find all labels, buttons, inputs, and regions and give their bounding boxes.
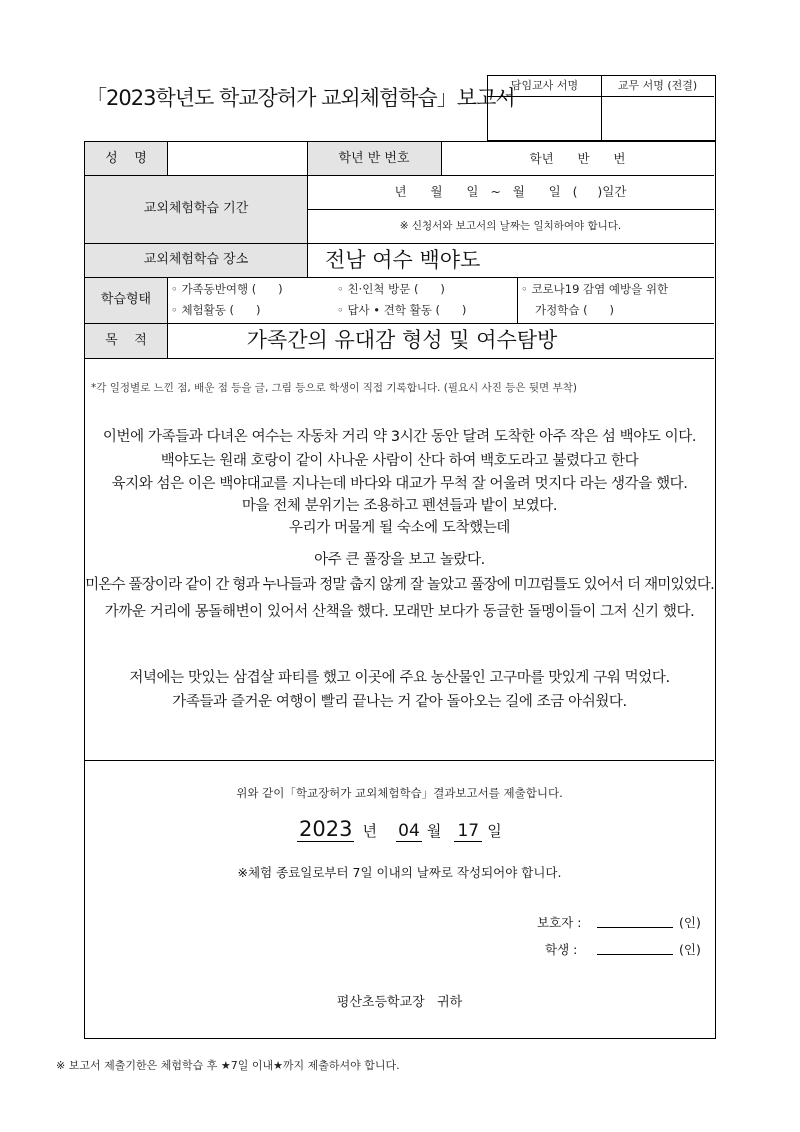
student-label: 학생 : (545, 942, 578, 957)
grade-field[interactable]: 학년 반 번 (529, 151, 626, 166)
recipient: 평산초등학교장 귀하 (336, 995, 463, 1010)
period-note: ※ 신청서와 보고서의 날짜는 일치하여야 합니다. (399, 220, 622, 232)
student-signature-line[interactable] (597, 954, 673, 955)
guardian-label: 보호자 : (537, 915, 582, 930)
name-label: 성 명 (85, 142, 167, 175)
period-dates[interactable]: 년 월 일 ~ 월 일 ( )일간 (394, 184, 627, 199)
purpose-value[interactable]: 가족간의 유대감 형성 및 여수탐방 (246, 328, 558, 352)
type-option-family-trip[interactable]: ◦ 가족동반여행 ( ) (171, 282, 283, 296)
purpose-label: 목 적 (85, 323, 167, 358)
period-label: 교외체험학습 기간 (85, 175, 307, 243)
name-field[interactable] (167, 142, 307, 175)
office-signature-label: 교무 서명 (전결) (601, 76, 714, 97)
type-option-experience[interactable]: ◦ 체험활동 ( ) (171, 303, 261, 317)
type-option-relative-visit[interactable]: ◦ 친·인척 방문 ( ) (337, 282, 445, 296)
place-label: 교외체험학습 장소 (85, 243, 307, 277)
report-line: 육지와 섬은 이은 백야대교를 지나는데 바다와 대교가 무척 잘 어울려 멋지다 라는 생각을 했다. (111, 476, 688, 492)
type-option-field-trip[interactable]: ◦ 답사 • 견학 활동 ( ) (337, 303, 467, 317)
type-label: 학습형태 (85, 277, 167, 323)
grade-label: 학년 반 번호 (307, 142, 441, 175)
guardian-signature-line[interactable] (597, 927, 673, 928)
report-line: 백야도는 원래 호랑이 같이 사나운 사람이 산다 하여 백호도라고 불렸다고 한다 (160, 453, 639, 469)
report-line: 가족들과 즐거운 여행이 빨리 끝나는 거 같아 돌아오는 길에 조금 아쉬웠다. (172, 694, 627, 710)
signature-box (487, 75, 716, 141)
type-option-home-learning[interactable]: 가정학습 ( ) (535, 303, 614, 317)
teacher-signature-label: 담임교사 서명 (488, 76, 602, 97)
date-month[interactable]: 04 (398, 821, 420, 841)
deadline-note: ※체험 종료일로부터 7일 이내의 날짜로 작성되어야 합니다. (237, 865, 562, 880)
report-line: 이번에 가족들과 다녀온 여수는 자동차 거리 약 3시간 동안 달려 도착한 아주 작은 섬 백야도 이다. (102, 429, 697, 445)
date-day[interactable]: 17 (454, 821, 482, 842)
footer-note: ※ 보고서 제출기한은 체험학습 후 ★7일 이내★까지 제출하셔야 합니다. (56, 1059, 400, 1072)
report-line: 미온수 풀장이라 같이 간 형과 누나들과 정말 춥지 않게 잘 놀았고 풀장에 미끄럼틀도 있어서 더 재미있었다. (85, 577, 714, 593)
page-title: 「2023학년도 학교장허가 교외체험학습」보고서 (86, 86, 515, 110)
submit-statement: 위와 같이「학교장허가 교외체험학습」결과보고서를 제출합니다. (236, 786, 563, 800)
type-option-covid[interactable]: ◦ 코로나19 감염 예방을 위한 (521, 282, 669, 296)
instruction-note: *각 일정별로 느낀 점, 배운 점 등을 글, 그림 등으로 학생이 직접 기록합니다. (필요시 사진 등은 뒷면 부착) (91, 382, 577, 394)
report-line: 마을 전체 분위기는 조용하고 펜션들과 밭이 보였다. (241, 498, 558, 514)
place-value[interactable]: 전남 여수 백야도 (325, 248, 481, 272)
student-seal: (인) (679, 942, 701, 957)
report-form (84, 141, 716, 1039)
report-line: 우리가 머물게 될 숙소에 도착했는데 (289, 520, 510, 536)
guardian-seal: (인) (679, 915, 701, 930)
date-year[interactable]: 2023 (299, 817, 353, 841)
submission-date: 2023 년 04 월 17 일 (299, 817, 502, 841)
report-line: 가까운 거리에 몽돌해변이 있어서 산책을 했다. 모래만 보다가 동글한 돌멩이들이 그저 신기 했다. (104, 604, 695, 620)
report-line: 저녁에는 맛있는 삼겹살 파티를 했고 이곳에 주요 농산물인 고구마를 맛있게 구워 먹었다. (129, 670, 670, 686)
report-line: 아주 큰 풀장을 보고 놀랐다. (314, 552, 485, 568)
